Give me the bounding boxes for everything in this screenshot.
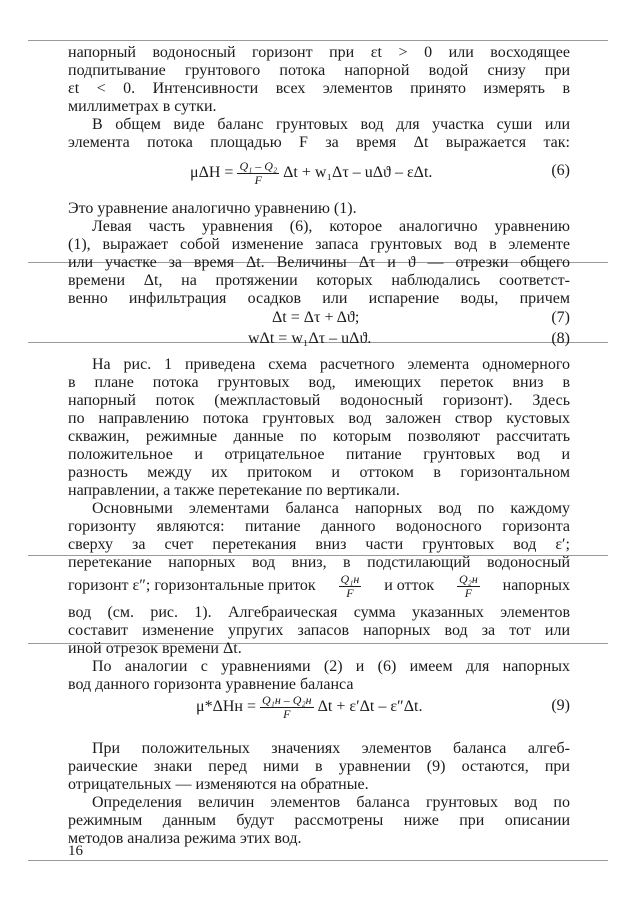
page-number: 16 [68,843,83,859]
text-segment: горизонт ε″; горизонтальные приток [68,577,316,594]
equation-9-fraction [260,694,314,721]
text-line: режимным данным будут рассмотрены ниже при описании [68,812,570,829]
fraction-denominator: F [254,173,262,187]
equation-6-fraction [237,160,279,187]
text-line: По аналогии с уравнениями (2) и (6) имеем для напорных [92,658,570,675]
equation-number: (6) [551,162,570,179]
text-line: разность между их притоком и оттоком в горизонтальном [68,464,570,481]
text-line: перетекание напорных вод вниз, в подстилающий водоносный [68,554,570,571]
text-line: напорный водоносный горизонт при εt > 0 или восходящее [68,44,570,61]
equation-9-lhs: μ*ΔHн = [196,698,257,716]
text-line: вод (см. рис. 1). Алгебраическая сумма указанных элементов [68,604,570,621]
text-line: сверху за счет перетекания вниз части грунтовых вод ε′; [68,536,570,553]
text-line: В общем виде баланс грунтовых вод для участка суши или [92,116,570,133]
fraction-numerator: Q₁н [340,571,360,586]
equation-6-rhs: Δt + w₁Δτ – uΔϑ – εΔt. [283,164,433,182]
equation-9 [196,694,422,721]
text-line: подпитывание грунтового потока напорной водой снизу при [68,62,570,79]
text-line: раические знаки перед ними в уравнении (9) остаются, при [68,758,570,775]
text-line: методов анализа режима этих вод. [68,830,302,847]
text-line: εt < 0. Интенсивности всех элементов принято измерять в [68,80,570,97]
text-line: При положительных значениях элементов баланса алгеб- [92,740,570,757]
text-line: положительное и отрицательное питание грунтовых вод и [68,446,570,463]
equation-number: (7) [551,309,570,326]
equation-8: wΔt = w₁Δτ – uΔϑ. [248,330,372,347]
text-line: скважин, режимные данные по которым позволяют рассчитать [68,428,570,445]
fraction-denominator: F [346,585,354,600]
text-line: по направлению потока грунтовых вод заложен створ кустовых [68,410,570,427]
text-line: На рис. 1 приведена схема расчетного элемента одномерного [92,356,570,373]
equation-number: (8) [551,330,570,347]
fraction-numerator: Q₁н – Q₂н [262,693,312,707]
text-line: составит изменение упругих запасов напорных вод за тот или [68,622,570,639]
text-line: вод данного горизонта уравнение баланса [68,676,354,693]
fraction-numerator: Q₂н [458,571,478,586]
text-line: иной отрезок времени Δt. [68,640,242,657]
equation-6-lhs: μΔH = [190,164,234,182]
scan-line [28,40,608,41]
equation-6 [190,160,432,187]
text-line: или участке за время Δt. Величины Δτ и ϑ — отрезки общего [68,254,570,271]
equation-7: Δt = Δτ + Δϑ; [272,309,360,326]
outflow-fraction [457,573,480,600]
text-line: отрицательных — изменяются на обратные. [68,776,369,793]
text-line: времени Δt, на протяжении которых наблюдались соответст- [68,272,570,289]
text-line: миллиметрах в сутки. [68,98,217,115]
fraction-numerator: Q₁ – Q₂ [239,159,278,173]
inflow-fraction [339,573,362,600]
text-line: напорный поток (межпластовый водоносный горизонт). Здесь [68,392,570,409]
text-line: Левая часть уравнения (6), которое аналогично уравнению [92,218,570,235]
fraction-denominator: F [283,707,291,721]
text-line: элемента потока площадью F за время Δt выражается так: [68,134,570,151]
fraction-denominator: F [464,585,473,600]
text-line: Основными элементами баланса напорных вод по каждому [92,500,570,517]
equation-9-rhs: Δt + ε′Δt – ε″Δt. [317,698,423,716]
scan-line [28,860,608,861]
text-line: Это уравнение аналогично уравнению (1). [68,200,357,217]
equation-number: (9) [551,697,570,714]
text-line: горизонту являются: питание данного водоносного горизонта [68,518,570,535]
text-line-with-fractions [68,568,570,604]
text-line: венно инфильтрация осадков или испарение воды, причем [68,290,570,307]
text-segment: и отток [384,577,435,594]
text-line: в плане потока грунтовых вод, имеющих переток вниз в [68,374,570,391]
text-line: (1), выражает собой изменение запаса грунтовых вод в элементе [68,236,570,253]
text-line: направлении, а также перетекание по вертикали. [68,482,400,499]
text-segment: напорных [502,577,570,594]
text-line: Определения величин элементов баланса грунтовых вод по [92,794,570,811]
